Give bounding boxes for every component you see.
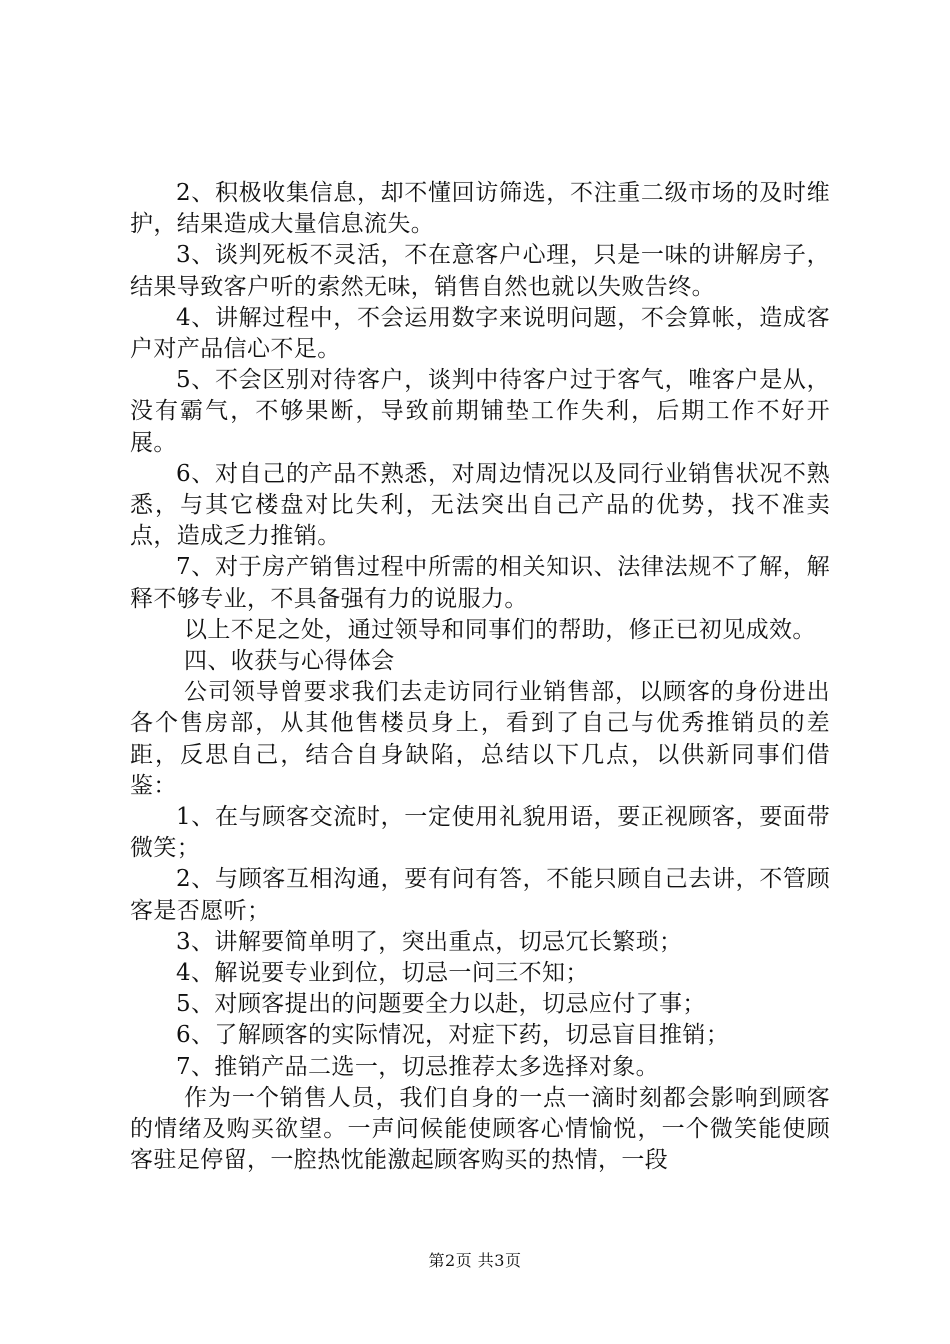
paragraph-item-3: 3、谈判死板不灵活，不在意客户心理，只是一味的讲解房子，结果导致客户听的索然无味，销售自然也就以失败告终。 [130,242,830,300]
tip-item-1: 1、在与顾客交流时，一定使用礼貌用语，要正视顾客，要面带微笑； [130,804,830,862]
page-indicator: 第2页 共3页 [428,1251,522,1270]
paragraph-closing: 作为一个销售人员，我们自身的一点一滴时刻都会影响到顾客的情绪及购买欲望。一声问候能使顾客心情愉悦，一个微笑能使顾客驻足停留，一腔热忱能激起顾客购买的热情，一段 [130,1084,830,1174]
paragraph-item-5: 5、不会区别对待客户，谈判中待客户过于客气，唯客户是从，没有霸气，不够果断，导致前期铺垫工作失利，后期工作不好开展。 [130,367,830,456]
paragraph-item-6: 6、对自己的产品不熟悉，对周边情况以及同行业销售状况不熟悉，与其它楼盘对比失利，无法突出自己产品的优势，找不准卖点，造成乏力推销。 [130,460,830,550]
paragraph-item-2: 2、积极收集信息，却不懂回访筛选，不注重二级市场的及时维护，结果造成大量信息流失。 [130,180,830,238]
paragraph-item-7: 7、对于房产销售过程中所需的相关知识、法律法规不了解，解释不够专业，不具备强有力的说服力。 [130,554,830,612]
tip-item-4: 4、解说要专业到位，切忌一问三不知； [176,960,589,987]
paragraph-intro: 公司领导曾要求我们去走访同行业销售部，以顾客的身份进出各个售房部，从其他售楼员身上，看到了自己与优秀推销员的差距，反思自己，结合自身缺陷，总结以下几点，以供新同事们借鉴： [130,679,830,799]
tip-item-6: 6、了解顾客的实际情况，对症下药，切忌盲目推销； [176,1022,730,1049]
tip-item-3: 3、讲解要简单明了，突出重点，切忌冗长繁琐； [176,928,683,955]
tip-item-7: 7、推销产品二选一，切忌推荐太多选择对象。 [176,1053,660,1080]
tip-item-2: 2、与顾客互相沟通，要有问有答，不能只顾自己去讲，不管顾客是否愿听； [130,866,830,924]
document-body [130,178,830,1177]
paragraph-item-4: 4、讲解过程中，不会运用数字来说明问题，不会算帐，造成客户对产品信心不足。 [130,304,830,363]
paragraph-summary: 以上不足之处，通过领导和同事们的帮助，修正已初见成效。 [184,616,816,643]
tip-item-5: 5、对顾客提出的问题要全力以赴，切忌应付了事； [176,991,706,1018]
section-heading: 四、收获与心得体会 [184,648,395,675]
